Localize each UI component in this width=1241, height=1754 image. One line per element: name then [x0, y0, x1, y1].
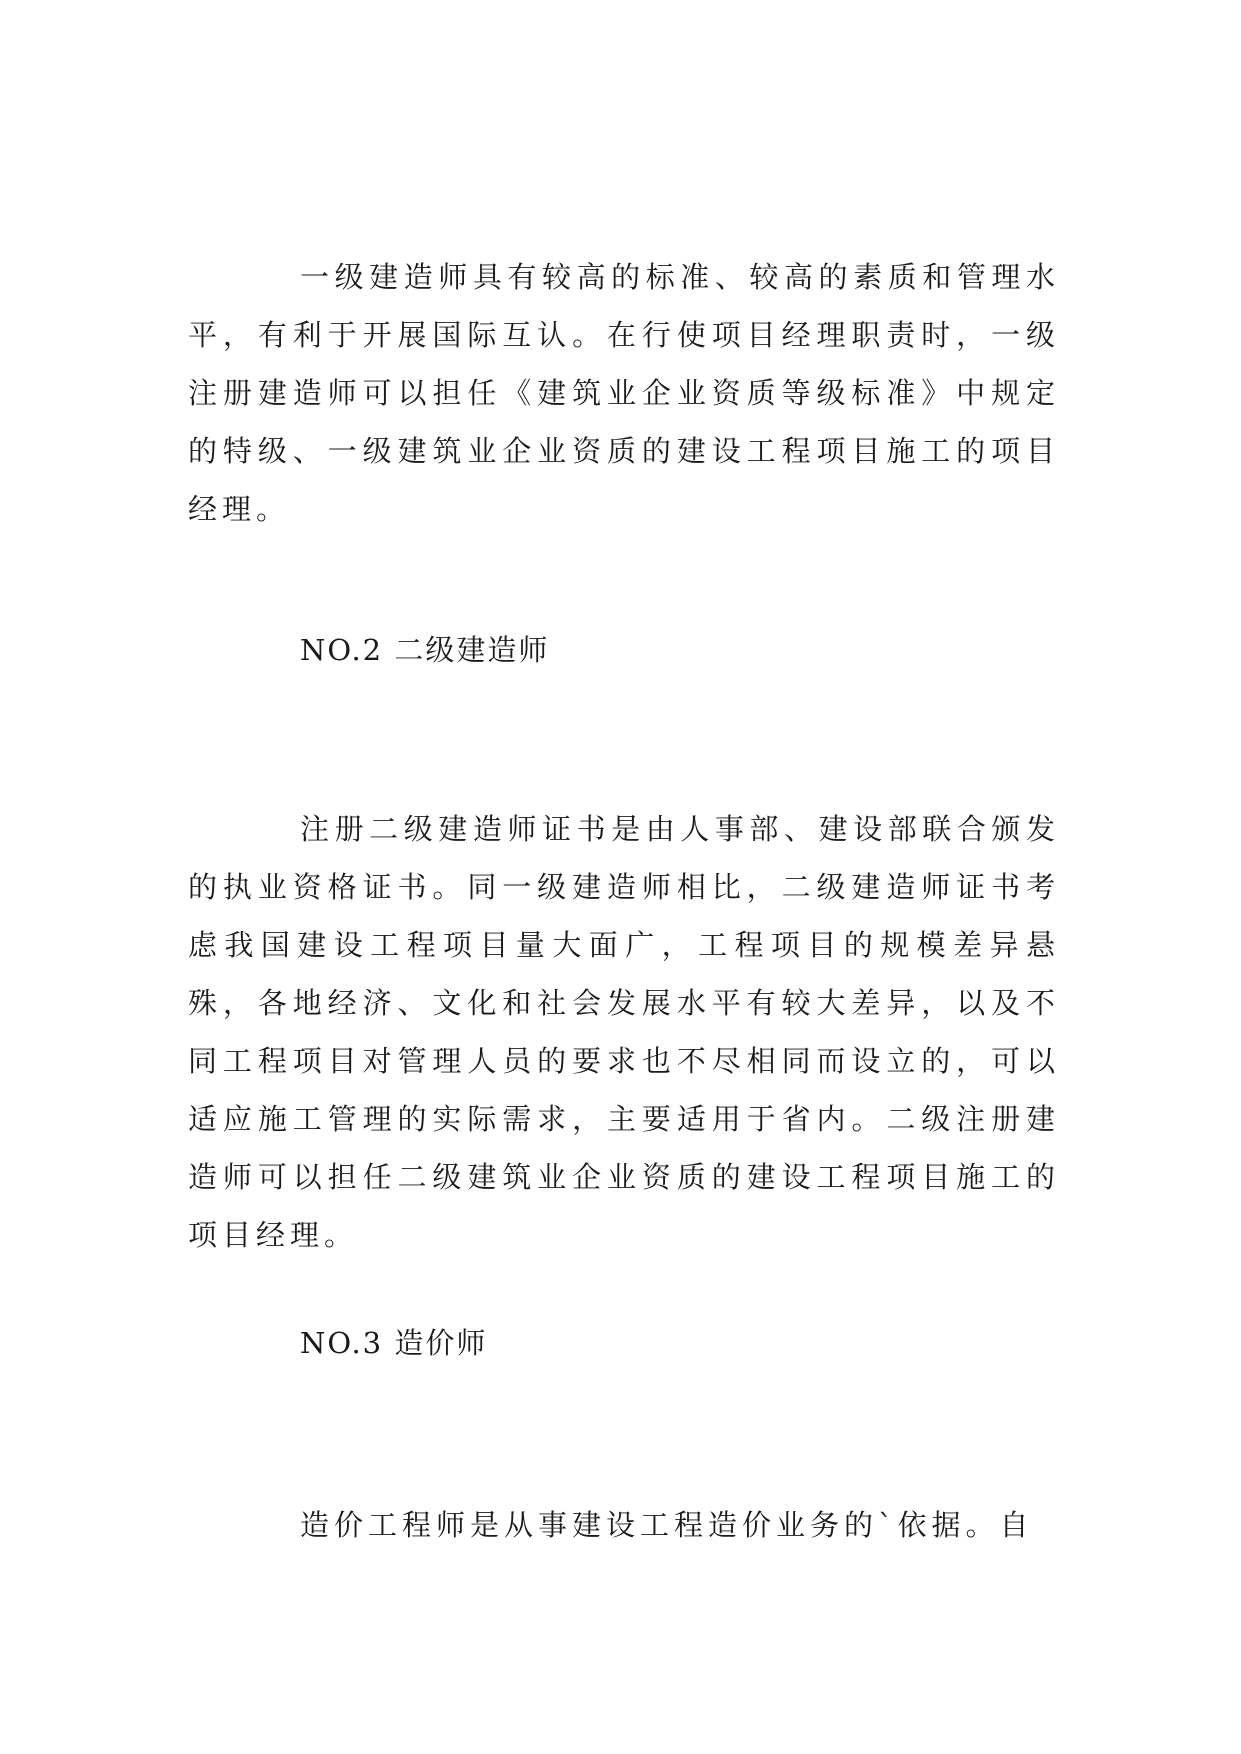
heading-second-class-constructor: NO.2 二级建造师 — [300, 633, 550, 667]
paragraph-cost-engineer: 造价工程师是从事建设工程造价业务的`依据。自 — [300, 1508, 1034, 1542]
paragraph-first-class-constructor: 一级建造师具有较高的标准、较高的素质和管理水平，有利于开展国际互认。在行使项目经理职责时，一级注册建造师可以担任《建筑业企业资质等级标准》中规定的特级、一级建筑业企业资质的建设工程项目施工的项目经理。 — [188, 260, 1060, 526]
paragraph-second-class-constructor: 注册二级建造师证书是由人事部、建设部联合颁发的执业资格证书。同一级建造师相比，二级建造师证书考虑我国建设工程项目量大面广，工程项目的规模差异悬殊，各地经济、文化和社会发展水平有较大差异，以及不同工程项目对管理人员的要求也不尽相同而设立的，可以适应施工管理的实际需求，主要适用于省内。二级注册建造师可以担任二级建筑业企业资质的建设工程项目施工的项目经理。 — [188, 812, 1060, 1252]
heading-cost-engineer: NO.3 造价师 — [300, 1326, 488, 1360]
